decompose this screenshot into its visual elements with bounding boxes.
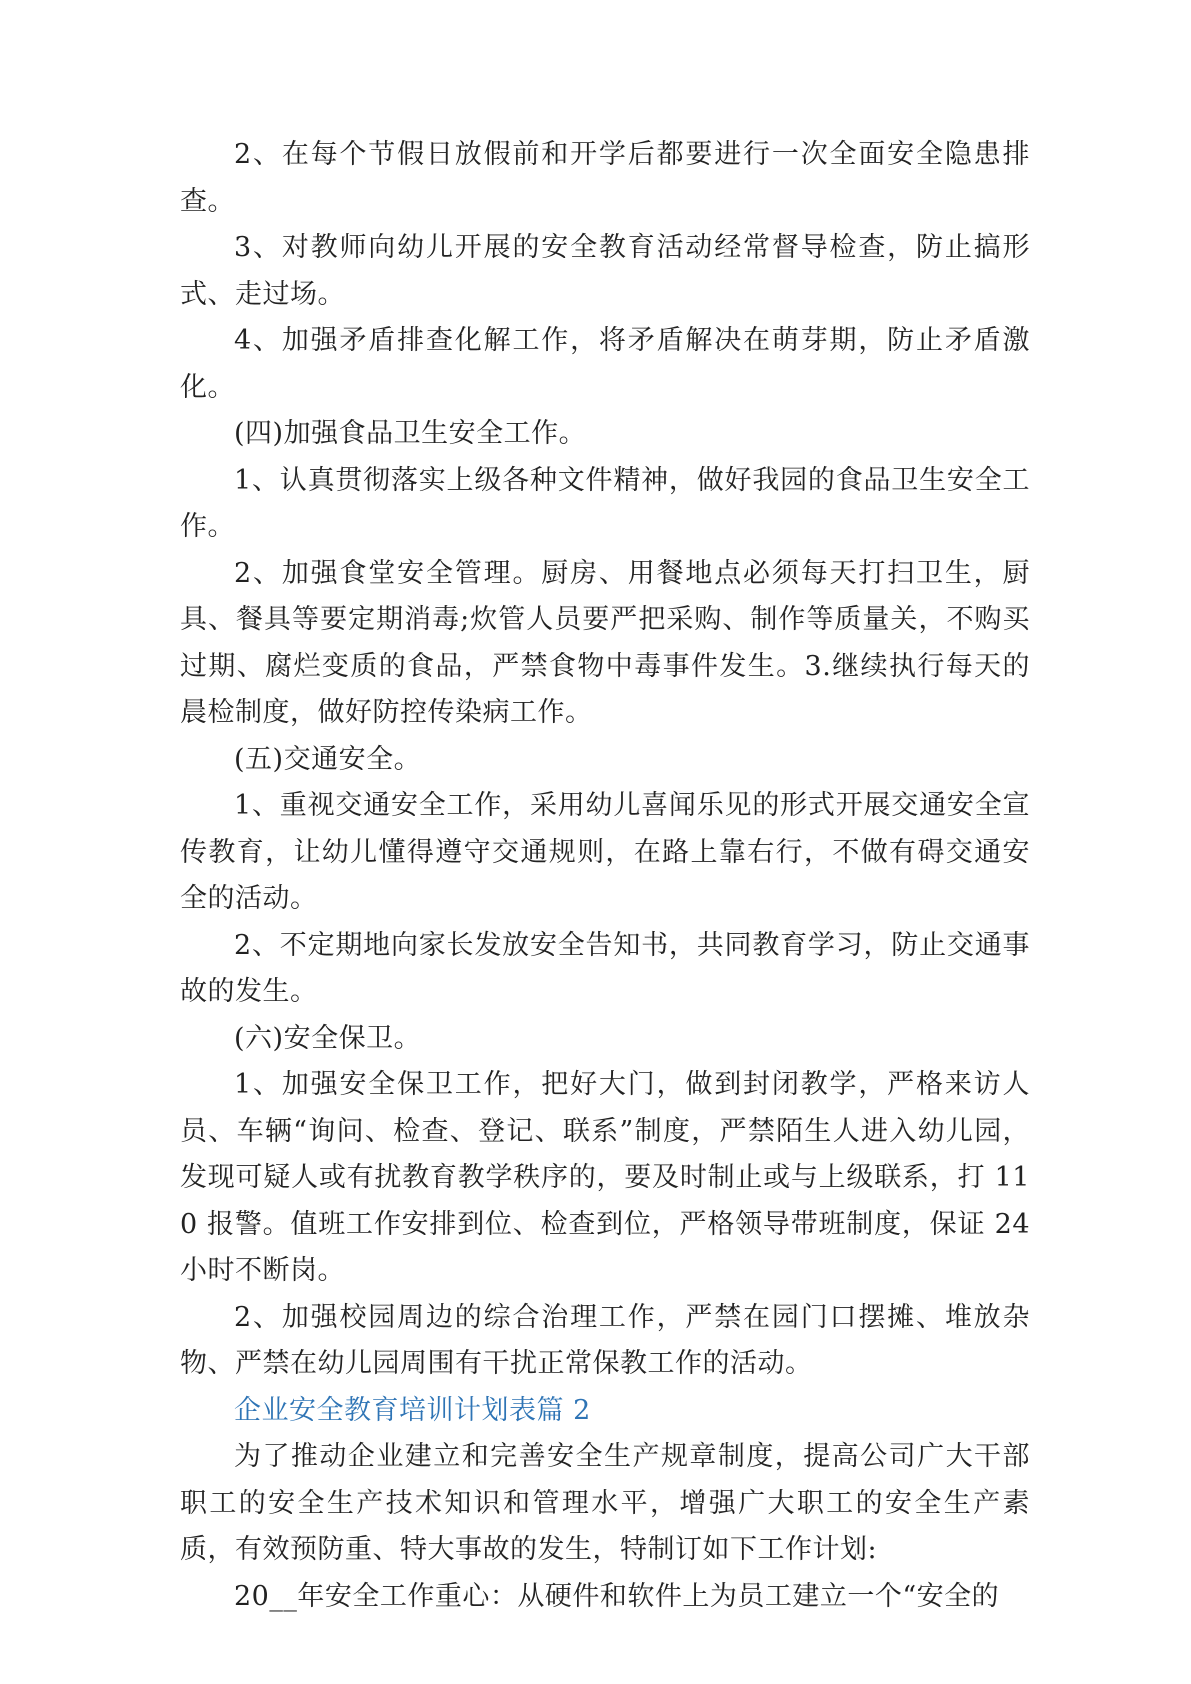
paragraph: (四)加强食品卫生安全工作。 xyxy=(234,418,587,449)
paragraph: 2、在每个节假日放假前和开学后都要进行一次全面安全隐患排查。 xyxy=(180,139,1030,217)
document-body xyxy=(180,132,1030,1620)
section-heading: 企业安全教育培训计划表篇 2 xyxy=(234,1394,591,1426)
paragraph: (五)交通安全。 xyxy=(234,743,422,775)
paragraph: 4、加强矛盾排查化解工作，将矛盾解决在萌芽期，防止矛盾激化。 xyxy=(180,325,1030,403)
paragraph: 2、不定期地向家长发放安全告知书，共同教育学习，防止交通事故的发生。 xyxy=(180,929,1030,1007)
paragraph: (六)安全保卫。 xyxy=(234,1022,422,1054)
paragraph: 20__年安全工作重心：从硬件和软件上为员工建立一个“安全的 xyxy=(234,1580,1000,1612)
paragraph: 2、加强校园周边的综合治理工作，严禁在园门口摆摊、堆放杂物、严禁在幼儿园周围有干扰正常保教工作的活动。 xyxy=(180,1301,1030,1379)
paragraph: 为了推动企业建立和完善安全生产规章制度，提高公司广大干部职工的安全生产技术知识和管理水平，增强广大职工的安全生产素质，有效预防重、特大事故的发生，特制订如下工作计划: xyxy=(180,1441,1030,1565)
paragraph: 1、加强安全保卫工作，把好大门，做到封闭教学，严格来访人员、车辆“询问、检查、登记、联系”制度，严禁陌生人进入幼儿园，发现可疑人或有扰教育教学秩序的，要及时制止或与上级联系，打 110 报警。值班工作安排到位、检查到位，严格领导带班制度，保证 24 小时不断岗。 xyxy=(180,1069,1030,1286)
paragraph: 1、认真贯彻落实上级各种文件精神，做好我园的食品卫生安全工作。 xyxy=(180,464,1030,542)
paragraph: 3、对教师向幼儿开展的安全教育活动经常督导检查，防止搞形式、走过场。 xyxy=(180,232,1030,310)
paragraph: 1、重视交通安全工作，采用幼儿喜闻乐见的形式开展交通安全宣传教育，让幼儿懂得遵守交通规则，在路上靠右行，不做有碍交通安全的活动。 xyxy=(180,790,1030,914)
paragraph: 2、加强食堂安全管理。厨房、用餐地点必须每天打扫卫生，厨具、餐具等要定期消毒;炊管人员要严把采购、制作等质量关，不购买过期、腐烂变质的食品，严禁食物中毒事件发生。3.继续执行每天的晨检制度，做好防控传染病工作。 xyxy=(180,557,1030,728)
